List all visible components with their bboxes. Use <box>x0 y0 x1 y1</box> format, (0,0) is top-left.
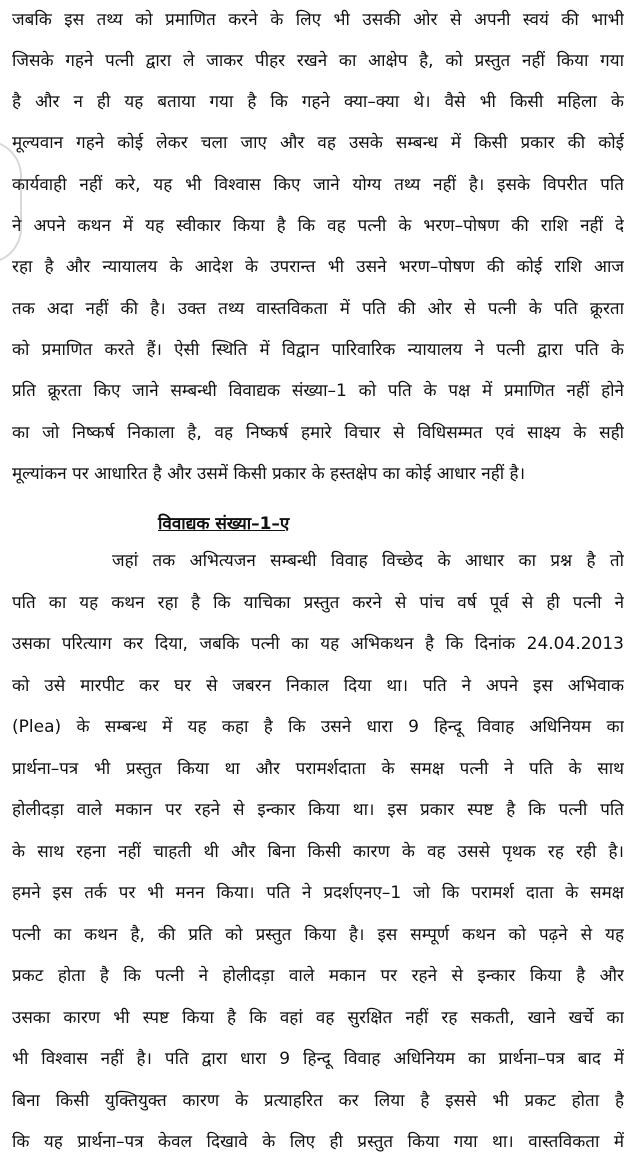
paragraph-2-line: कि यह प्रार्थना–पत्र केवल दिखावे के लिए ही प्रस्तुत किया गया था। वास्तविकता में <box>12 1132 624 1152</box>
paragraph-2-line: प्रार्थना–पत्र भी प्रस्तुत किया था और परामर्शदाता के समक्ष पत्नी ने पति के साथ <box>12 759 624 779</box>
paragraph-2-line: के साथ रहना नहीं चाहती थी और बिना किसी कारण के वह उससे पृथक रह रही है। <box>12 842 624 862</box>
paragraph-2-line: जहां तक अभित्यजन सम्बन्धी विवाह विच्छेद के आधार का प्रश्न है तो <box>112 551 624 571</box>
paragraph-2-line: बिना किसी युक्तियुक्त कारण के प्रत्याहरित कर लिया है इससे भी प्रकट होता है <box>12 1091 624 1111</box>
paragraph-1-line: रहा है और न्यायालय के आदेश के उपरान्त भी उसने भरण–पोषण की कोई राशि आज <box>12 257 624 277</box>
paragraph-1-line: मूल्यांकन पर आधारित है और उसमें किसी प्रकार के हस्तक्षेप का कोई आधार नहीं है। <box>12 464 526 484</box>
paragraph-1-line: का जो निष्कर्ष निकाला है, वह निष्कर्ष हमारे विचार से विधिसम्मत एवं साक्ष्य के सही <box>12 423 624 443</box>
paragraph-1-line: तक अदा नहीं की है। उक्त तथ्य वास्तविकता में पति की ओर से पत्नी के पति क्रूरता <box>12 299 624 319</box>
paragraph-1-line: मूल्यवान गहने कोई लेकर चला जाए और वह उसके सम्बन्ध में किसी प्रकार की कोई <box>12 133 624 153</box>
paragraph-1-line: कार्यवाही नहीं करे, यह भी विश्वास किए जाने योग्य तथ्य नहीं है। इसके विपरीत पति <box>12 175 624 195</box>
paragraph-1-line: जबकि इस तथ्य को प्रमाणित करने के लिए भी उसकी ओर से अपनी स्वयं की भाभी <box>12 10 624 30</box>
paragraph-2-line: प्रकट होता है कि पत्नी ने होलीदड़ा वाले मकान पर रहने से इन्कार किया है और <box>12 966 624 986</box>
paragraph-2-line: पत्नी का कथन है, की प्रति को प्रस्तुत किया है। इस सम्पूर्ण कथन को पढ़ने से यह <box>12 925 624 945</box>
paragraph-2-line: उसका कारण भी स्पष्ट किया है कि वहां वह सुरक्षित नहीं रह सकती, खाने खर्चे का <box>12 1008 624 1028</box>
paragraph-1-line: है और न ही यह बताया गया है कि गहने क्या–क्या थे। वैसे भी किसी महिला के <box>12 92 624 112</box>
paragraph-2-line: हमने इस तर्क पर भी मनन किया। पति ने प्रदर्शएनए–1 जो कि परामर्श दाता के समक्ष <box>12 883 624 903</box>
paragraph-2-line: पति का यह कथन रहा है कि याचिका प्रस्तुत करने से पांच वर्ष पूर्व से ही पत्नी ने <box>12 593 624 613</box>
paragraph-2-line: को उसे मारपीट कर घर से जबरन निकाल दिया था। पति ने अपने इस अभिवाक <box>12 676 624 696</box>
paragraph-2-line: भी विश्वास नहीं है। पति द्वारा धारा 9 हिन्दू विवाह अधिनियम का प्रार्थना–पत्र बाद में <box>12 1049 624 1069</box>
paragraph-2-line: उसका परित्याग कर दिया, जबकि पत्नी का यह अभिकथन है कि दिनांक 24.04.2013 <box>12 634 624 654</box>
paragraph-1-line: ने अपने कथन में यह स्वीकार किया है कि वह पत्नी के भरण–पोषण की राशि नहीं दे <box>12 216 624 236</box>
paragraph-1-line: प्रति क्रूरता किए जाने सम्बन्धी विवाद्यक संख्या–1 को पति के पक्ष में प्रमाणित नहीं होने <box>12 381 624 401</box>
issue-heading: विवाद्यक संख्या–1–ए <box>158 514 290 534</box>
paragraph-1-line: को प्रमाणित करते हैं। ऐसी स्थिति में विद्वान पारिवारिक न्यायालय ने पत्नी द्वारा पति के <box>12 340 624 360</box>
paragraph-2-line: होलीदड़ा वाले मकान पर रहने से इन्कार किया था। इस प्रकार स्पष्ट है कि पत्नी पति <box>12 800 624 820</box>
paragraph-1-line: जिसके गहने पत्नी द्वारा ले जाकर पीहर रखने का आक्षेप है, को प्रस्तुत नहीं किया गया <box>12 51 624 71</box>
paragraph-2-line: (Plea) के सम्बन्ध में यह कहा है कि उसने धारा 9 हिन्दू विवाह अधिनियम का <box>12 717 624 737</box>
